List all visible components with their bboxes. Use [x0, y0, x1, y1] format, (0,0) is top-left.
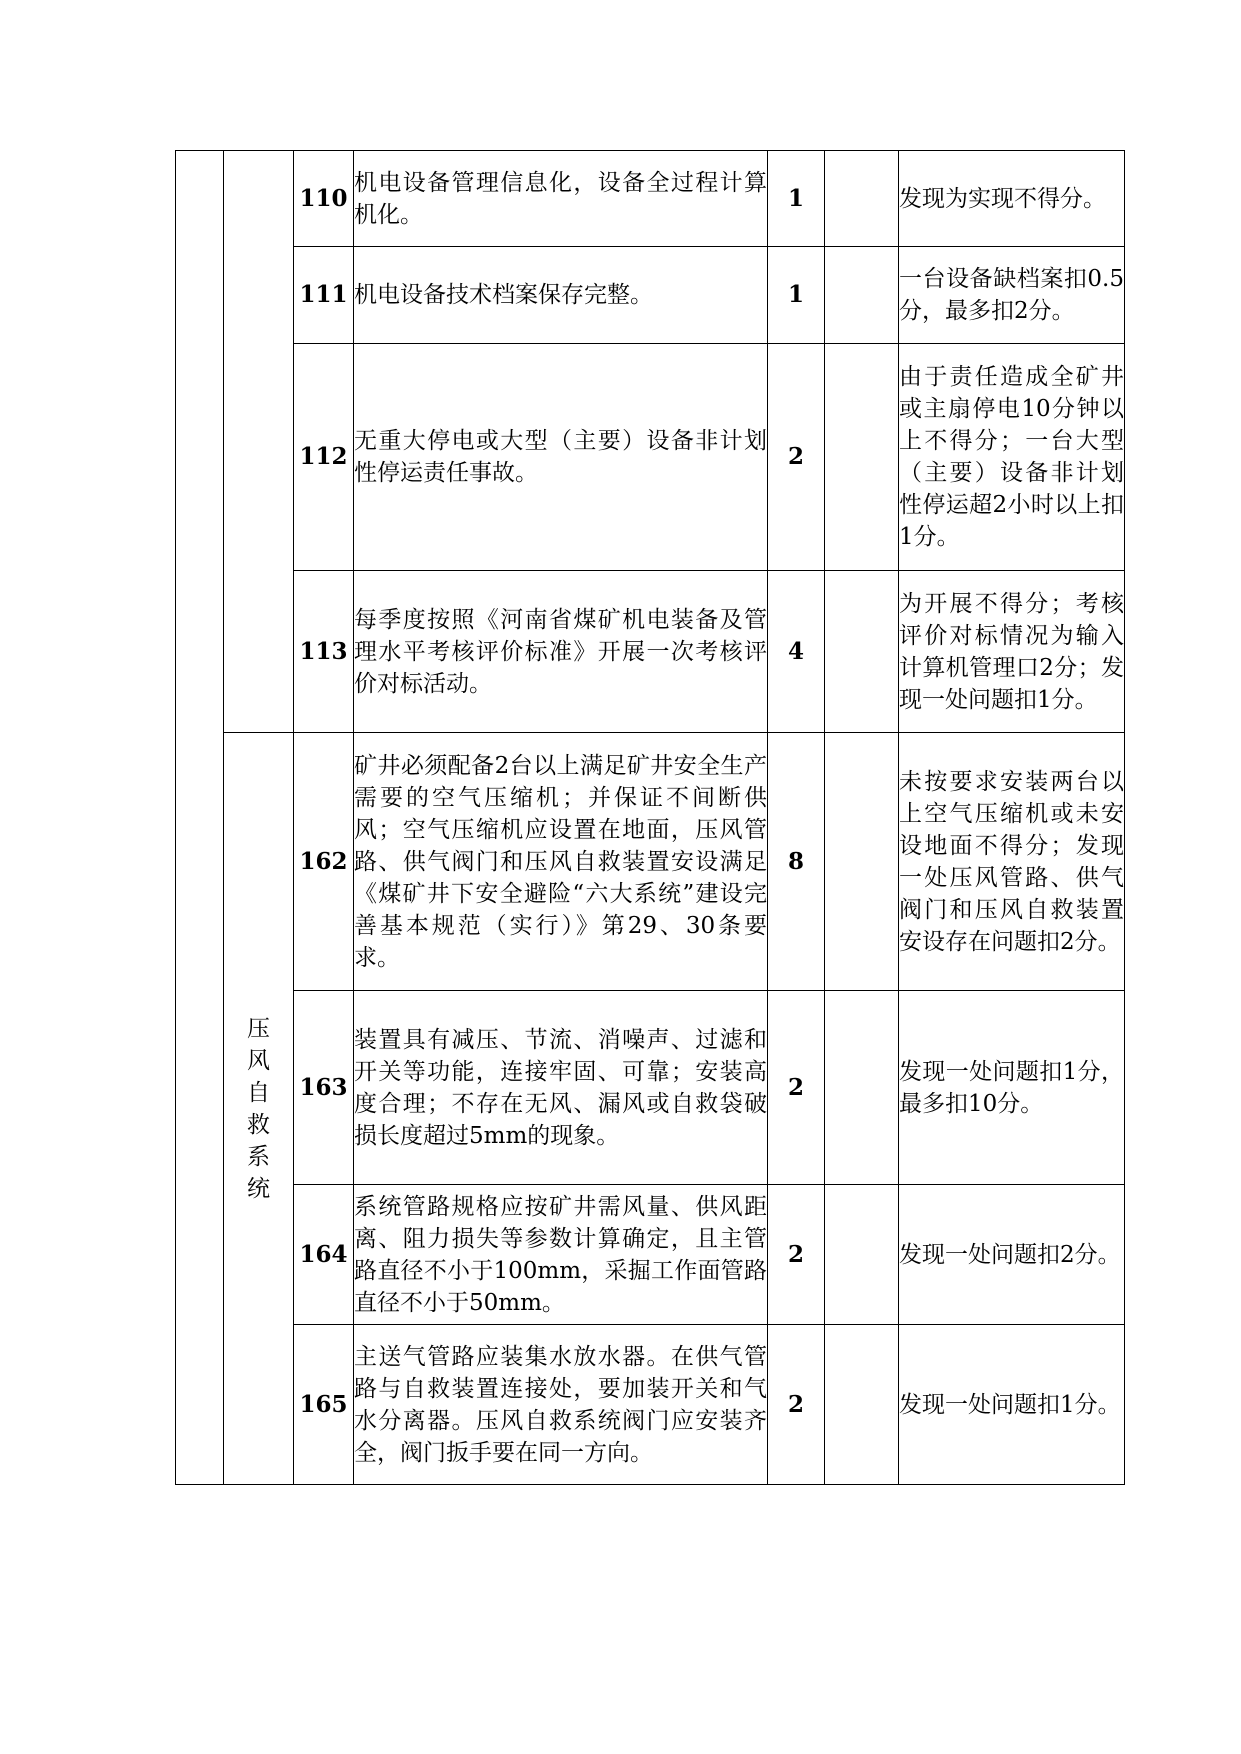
system-label: 压风自救系统 [247, 1015, 270, 1202]
item-score: 2 [768, 991, 825, 1185]
item-content: 装置具有减压、节流、消噪声、过滤和开关等功能，连接牢固、可靠；安装高度合理；不存在无风、漏风或自救袋破损长度超过5mm的现象。 [354, 991, 768, 1185]
item-content: 机电设备技术档案保存完整。 [354, 247, 768, 344]
actual-score-cell [825, 571, 899, 733]
actual-score-cell [825, 247, 899, 344]
item-number: 164 [294, 1185, 354, 1325]
item-score: 1 [768, 151, 825, 247]
item-content: 系统管路规格应按矿井需风量、供风距离、阻力损失等参数计算确定，且主管路直径不小于100mm，采掘工作面管路直径不小于50mm。 [354, 1185, 768, 1325]
item-score: 1 [768, 247, 825, 344]
actual-score-cell [825, 1325, 899, 1485]
item-content: 无重大停电或大型（主要）设备非计划性停运责任事故。 [354, 344, 768, 571]
item-content: 每季度按照《河南省煤矿机电装备及管理水平考核评价标准》开展一次考核评价对标活动。 [354, 571, 768, 733]
table-row [176, 344, 1125, 571]
actual-score-cell [825, 991, 899, 1185]
system-cell [224, 733, 294, 1485]
actual-score-cell [825, 151, 899, 247]
table-row [176, 151, 1125, 247]
item-number: 112 [294, 344, 354, 571]
category-cell [176, 151, 224, 1485]
item-score: 2 [768, 1325, 825, 1485]
item-score: 2 [768, 1185, 825, 1325]
item-number: 111 [294, 247, 354, 344]
actual-score-cell [825, 344, 899, 571]
item-score: 8 [768, 733, 825, 991]
item-number: 113 [294, 571, 354, 733]
item-score: 2 [768, 344, 825, 571]
table-row [176, 991, 1125, 1185]
scoring-method: 发现一处问题扣1分，最多扣10分。 [899, 991, 1125, 1185]
scoring-method: 发现一处问题扣1分。 [899, 1325, 1125, 1485]
table-row [176, 247, 1125, 344]
scoring-method: 由于责任造成全矿井或主扇停电10分钟以上不得分；一台大型（主要）设备非计划性停运超2小时以上扣1分。 [899, 344, 1125, 571]
table-row [176, 571, 1125, 733]
item-content: 主送气管路应装集水放水器。在供气管路与自救装置连接处，要加装开关和气水分离器。压风自救系统阀门应安装齐全，阀门扳手要在同一方向。 [354, 1325, 768, 1485]
table-row [176, 733, 1125, 991]
scoring-method: 未按要求安装两台以上空气压缩机或未安设地面不得分；发现一处压风管路、供气阀门和压风自救装置安设存在问题扣2分。 [899, 733, 1125, 991]
standards-table [175, 150, 1125, 1485]
table-row [176, 1185, 1125, 1325]
actual-score-cell [825, 733, 899, 991]
item-number: 162 [294, 733, 354, 991]
scoring-method: 发现一处问题扣2分。 [899, 1185, 1125, 1325]
scoring-method: 为开展不得分；考核评价对标情况为输入计算机管理口2分；发现一处问题扣1分。 [899, 571, 1125, 733]
scoring-method: 发现为实现不得分。 [899, 151, 1125, 247]
scoring-method: 一台设备缺档案扣0.5分，最多扣2分。 [899, 247, 1125, 344]
item-number: 165 [294, 1325, 354, 1485]
item-score: 4 [768, 571, 825, 733]
item-number: 163 [294, 991, 354, 1185]
actual-score-cell [825, 1185, 899, 1325]
item-number: 110 [294, 151, 354, 247]
item-content: 矿井必须配备2台以上满足矿井安全生产需要的空气压缩机；并保证不间断供风；空气压缩机应设置在地面，压风管路、供气阀门和压风自救装置安设满足《煤矿井下安全避险“六大系统”建设完善基本规范（实行）》第29、30条要求。 [354, 733, 768, 991]
system-cell [224, 151, 294, 733]
item-content: 机电设备管理信息化，设备全过程计算机化。 [354, 151, 768, 247]
table-row [176, 1325, 1125, 1485]
